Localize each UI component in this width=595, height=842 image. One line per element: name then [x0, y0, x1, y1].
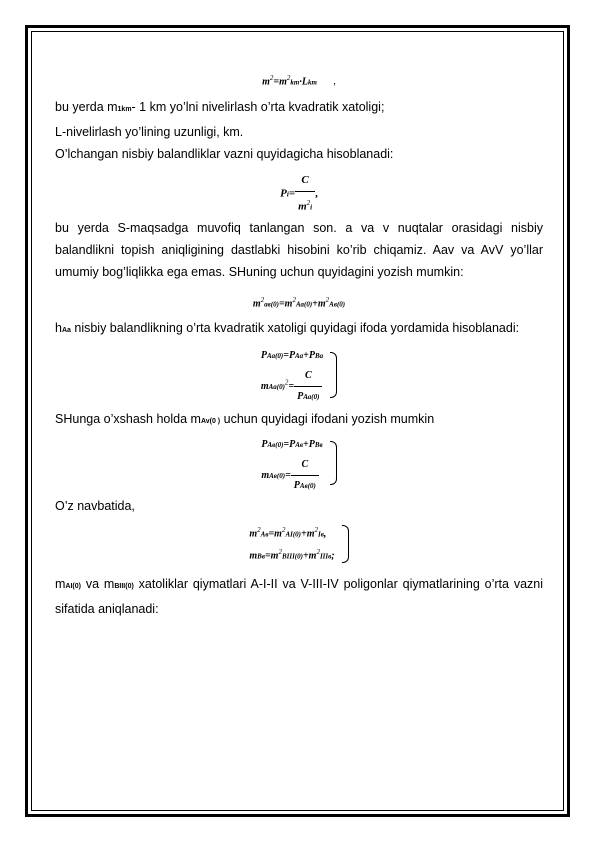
paragraph-haa: hAa nisbiy balandlikning o’rta kvadratik xatoligi quyidagi ifoda yordamida hisoblanadi:	[55, 321, 520, 335]
paragraph-constant-c: bu yerda S-maqsadga muvofiq tanlangan son. a va v nuqtalar orasidagi nisbiy balandlikni topish aniqligining dastlabki hisobini ko’rib chiqamiz. Aav va AvV yo’llar umumiy bog’liqlikka ega emas. SHuning uchun quyidagini yozish mumkin:	[55, 221, 543, 279]
paragraph-L: L-nivelirlash yo’lining uzunligi, km.	[55, 125, 244, 139]
formula-weight: Pi= $\frac{C}{m^2i}$ ,	[55, 165, 543, 217]
paragraph-m1km: bu yerda m1km- 1 km yo’lni nivelirlash o’rta kvadratik xatoligi;	[55, 100, 385, 114]
paragraph-in-turn: O’z navbatida,	[55, 499, 135, 513]
formula-av-error: $m^2ав(0)=m^2Аа(0)+m^2Ав(0)$	[252, 296, 346, 310]
formula-polygon-errors: $m^2Ав=m^2AI(0)+m^2Iв$, $mВв=m^2BIII(0)+m^2IIIв$;	[55, 517, 543, 573]
formula-av-system: PАв(0)=PАв+PВв mАв(0)= $\frac{C}{\text{PАв(0)}}$	[55, 433, 543, 495]
paragraph-similar: SHunga o’xshash holda mAv(0 ) uchun quyidagi ifodani yozish mumkin	[55, 412, 435, 426]
formula-error-per-km: $m^2=m^2km\cdot Lkm$ ,	[262, 74, 336, 88]
paragraph-polygons: mAI(0) va mBIII(0) xatoliklar qiymatlari A-I-II va V-III-IV poligonlar qiymatlarining o’rta vazni sifatida aniqlanadi:	[55, 577, 544, 616]
formula-brace	[342, 525, 349, 563]
formula-brace	[330, 352, 337, 398]
paragraph-weights: O’lchangan nisbiy balandliklar vazni quyidagicha hisoblanadi:	[55, 147, 394, 161]
document-body	[55, 60, 543, 620]
formula-aa-system: PАа(0)=PАа+PВа $mАа(0)^2=$ $\frac{C}{\text{PАа(0)}}$	[55, 342, 543, 408]
formula-brace	[330, 441, 337, 485]
